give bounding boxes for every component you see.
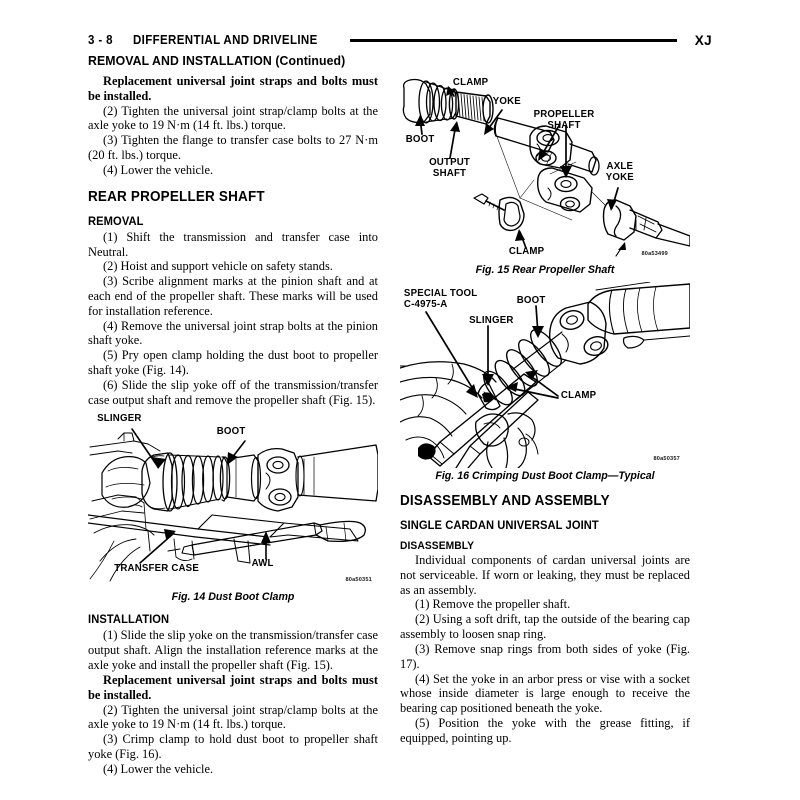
fig15-art-id: 80a53499 [641,251,668,257]
installation-step-3: (3) Crimp clamp to hold dust boot to propeller shaft yoke (Fig. 16). [88,732,378,761]
installation-bold-note: Replacement universal joint straps and bolts must be installed. [88,672,378,702]
fig15-callout-propeller-shaft-line2: SHAFT [547,119,581,131]
fig16-callout-special-tool [404,288,477,310]
fig16-callout-slinger: SLINGER [469,315,514,326]
heading-installation: INSTALLATION [88,612,170,627]
fig14-callout-boot: BOOT [216,426,246,438]
fig15-callout-yoke: YOKE [492,96,521,107]
fig15-callout-propeller-shaft-line1: PROPELLER [533,109,595,120]
disassembly-step-4: (4) Set the yoke in an arbor press or vise with a socket whose inside diameter is large enough to receive the bearing cap positioned beneath the yoke. [400,671,690,716]
continued-banner: REMOVAL AND INSTALLATION (Continued) [88,53,346,68]
fig16-callout-boot: BOOT [516,295,546,306]
heading-rear-propeller-shaft: REAR PROPELLER SHAFT [88,188,265,205]
fig16-callout-special-tool-line1: SPECIAL TOOL [403,288,478,299]
section-title: DIFFERENTIAL AND DRIVELINE [133,33,318,47]
removal-step-1: (1) Shift the transmission and transfer case into Neutral. [88,229,378,259]
removal-step-4: (4) Remove the universal joint strap bolts at the pinion shaft yoke. [88,318,378,348]
page-folio: 3 - 8 [88,33,113,47]
intro-step-3: (3) Tighten the flange to transfer case bolts to 27 N·m (20 ft. lbs.) torque. [88,133,378,163]
fig15-callout-axle-yoke-line2: YOKE [605,171,634,183]
fig16-art-id: 80a50357 [653,456,680,462]
disassembly-step-3: (3) Remove snap rings from both sides of yoke (Fig. 17). [400,641,690,671]
fig16-callout-special-tool-line2: C-4975-A [403,299,448,311]
installation-step-1: (1) Slide the slip yoke on the transmission/transfer case output shaft. Align the installation reference marks at the axle yoke and install the propeller shaft (Fig. 15). [88,628,378,673]
fig15-callout-output-shaft-line2: SHAFT [432,167,467,179]
fig15-caption: Fig. 15 Rear Propeller Shaft [475,264,615,276]
heading-single-cardan-universal-joint: SINGLE CARDAN UNIVERSAL JOINT [400,518,599,532]
figure-16 [400,282,690,468]
fig15-callout-axle-yoke [606,162,634,183]
disassembly-step-5: (5) Position the yoke with the grease fitting, if equipped, pointing up. [400,715,690,745]
removal-step-6: (6) Slide the slip yoke off of the transmission/transfer case output shaft and remove the propeller shaft (Fig. 15). [88,377,378,407]
fig14-callout-transfer-case: TRANSFER CASE [114,563,199,575]
fig15-callout-boot: BOOT [405,134,435,145]
figure-15 [400,74,690,262]
removal-step-5: (5) Pry open clamp holding the dust boot to propeller shaft yoke (Fig. 14). [88,348,378,377]
removal-step-2: (2) Hoist and support vehicle on safety stands. [103,259,333,274]
right-column [400,74,690,746]
heading-disassembly-and-assembly: DISASSEMBLY AND ASSEMBLY [400,493,610,509]
fig14-art-id: 80a50351 [345,577,372,584]
heading-removal: REMOVAL [88,213,144,228]
figure-14 [88,411,378,589]
removal-step-3: (3) Scribe alignment marks at the pinion shaft and at each end of the propeller shaft. These marks will be used for installation reference. [88,274,378,318]
installation-step-4: (4) Lower the vehicle. [103,761,214,776]
disassembly-step-1: (1) Remove the propeller shaft. [415,597,571,612]
fig15-callout-output-shaft [429,158,470,179]
intro-bold-note: Replacement universal joint straps and bolts must be installed. [88,74,378,103]
intro-step-4: (4) Lower the vehicle. [103,162,214,177]
header-rule [350,39,677,42]
heading-disassembly: DISASSEMBLY [400,540,475,552]
fig14-callout-awl: AWL [251,558,274,570]
disassembly-intro: Individual components of cardan universal joints are not serviceable. If worn or leaking, they must be replaced as an assembly. [400,553,690,597]
fig15-callout-axle-yoke-line1: AXLE [606,161,634,172]
fig16-callout-clamp: CLAMP [560,390,597,401]
fig14-caption: Fig. 14 Dust Boot Clamp [171,591,295,604]
left-column [88,74,378,777]
fig15-callout-clamp-top: CLAMP [452,77,489,88]
disassembly-step-2: (2) Using a soft drift, tap the outside of the bearing cap assembly to loosen snap ring. [400,612,690,642]
fig15-callout-propeller-shaft [534,110,595,131]
fig14-callout-slinger: SLINGER [97,413,142,425]
model-code: XJ [694,32,712,48]
fig16-caption: Fig. 16 Crimping Dust Boot Clamp—Typical [435,470,655,482]
running-head [88,30,712,50]
intro-step-2: (2) Tighten the universal joint strap/clamp bolts at the axle yoke to 19 N·m (14 ft. lbs.) torque. [88,103,378,133]
fig15-callout-output-shaft-line1: OUTPUT [429,157,471,168]
installation-step-2: (2) Tighten the universal joint strap/clamp bolts at the axle yoke to 19 N·m (14 ft. lbs.) torque. [88,702,378,732]
fig15-callout-clamp-bottom: CLAMP [508,246,545,257]
